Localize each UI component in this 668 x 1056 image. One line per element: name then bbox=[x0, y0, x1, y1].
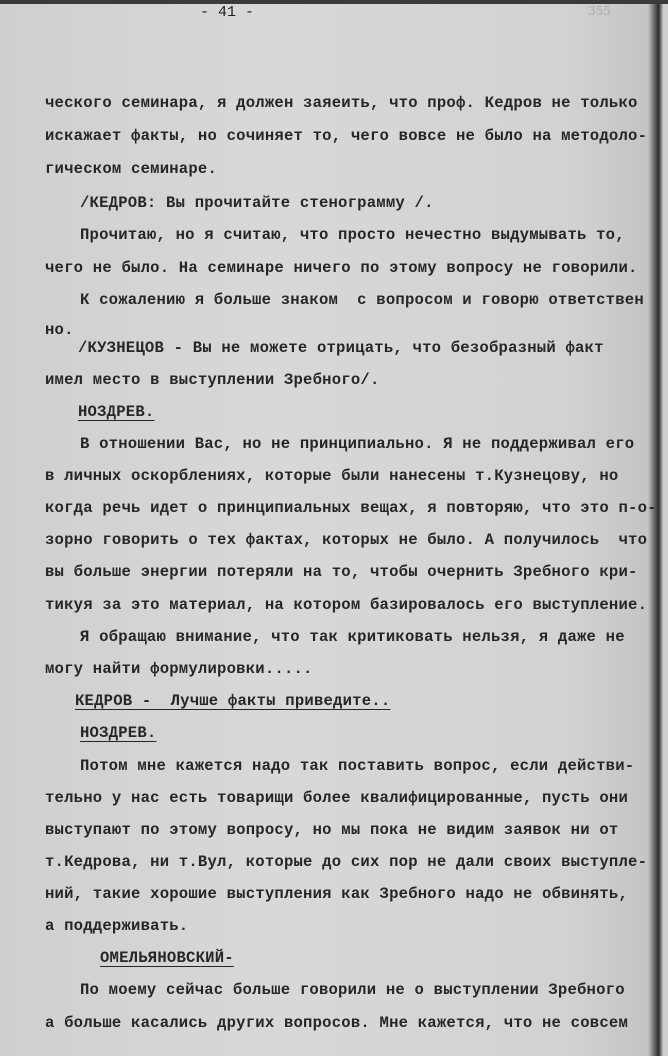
text-line: Я обращаю внимание, что так критиковать нельзя, я даже не bbox=[80, 628, 625, 646]
speaker-heading: КЕДРОВ - Лучше факты приведите.. bbox=[75, 692, 391, 710]
text-line: чего не было. На семинаре ничего по этому вопросу не говорили. bbox=[45, 259, 638, 277]
text-line: в личных оскорблениях, которые были нанесены т.Кузнецову, но bbox=[45, 467, 619, 485]
text-line: т.Кедрова, ни т.Вул, которые до сих пор не дали своих выступле- bbox=[45, 853, 648, 871]
page-number: - 41 - bbox=[200, 4, 255, 21]
scan-edge bbox=[0, 0, 668, 4]
text-line: Прочитаю, но я считаю, что просто нечестно выдумывать то, bbox=[80, 226, 625, 244]
text-line: тикуя за это материал, на котором базировалось его выступление. bbox=[45, 596, 648, 614]
text-line: К сожалению я больше знаком с вопросом и говорю ответствен bbox=[80, 291, 644, 309]
text-line: но. bbox=[45, 321, 74, 339]
text-line: могу найти формулировки..... bbox=[45, 660, 313, 678]
text-line: /КЕДРОВ: Вы прочитайте стенограмму /. bbox=[80, 194, 434, 212]
text-line: вы больше энергии потеряли на то, чтобы очернить Зребного кри- bbox=[45, 563, 638, 581]
text-line: выступают по этому вопросу, но мы пока не видим заявок ни от bbox=[45, 821, 619, 839]
speaker-heading: НОЗДРЕВ. bbox=[78, 403, 155, 421]
text-line: /КУЗНЕЦОВ - Вы не можете отрицать, что безобразный факт bbox=[78, 339, 604, 357]
archive-stamp: 355 bbox=[588, 4, 611, 18]
text-line: Потом мне кажется надо так поставить вопрос, если действи- bbox=[80, 757, 635, 775]
text-line: По моему сейчас больше говорили не о выступлении Зребного bbox=[80, 981, 625, 999]
text-line: ческого семинара, я должен заяеить, что проф. Кедров не только bbox=[45, 94, 638, 112]
text-line: ний, такие хорошие выступления как Зребного надо не обвинять, bbox=[45, 885, 629, 903]
text-line: гическом семинаре. bbox=[45, 160, 218, 178]
text-line: а поддерживать. bbox=[45, 917, 189, 935]
speaker-heading: ОМЕЛЬЯНОВСКИЙ- bbox=[100, 949, 234, 967]
text-line: искажает факты, но сочиняет то, чего вовсе не было на методоло- bbox=[45, 127, 648, 145]
text-line: когда речь идет о принципиальных вещах, я повторяю, что это п-о- bbox=[45, 499, 657, 517]
text-line: В отношении Вас, но не принципиально. Я не поддерживал его bbox=[80, 435, 635, 453]
text-line: а больше касались других вопросов. Мне кажется, что не совсем bbox=[45, 1014, 629, 1032]
text-line: зорно говорить о тех фактах, которых не было. А получилось что bbox=[45, 531, 648, 549]
text-line: имел место в выступлении Зребного/. bbox=[45, 371, 380, 389]
text-line: тельно у нас есть товарищи более квалифицированные, пусть они bbox=[45, 789, 629, 807]
speaker-heading: НОЗДРЕВ. bbox=[80, 724, 157, 742]
